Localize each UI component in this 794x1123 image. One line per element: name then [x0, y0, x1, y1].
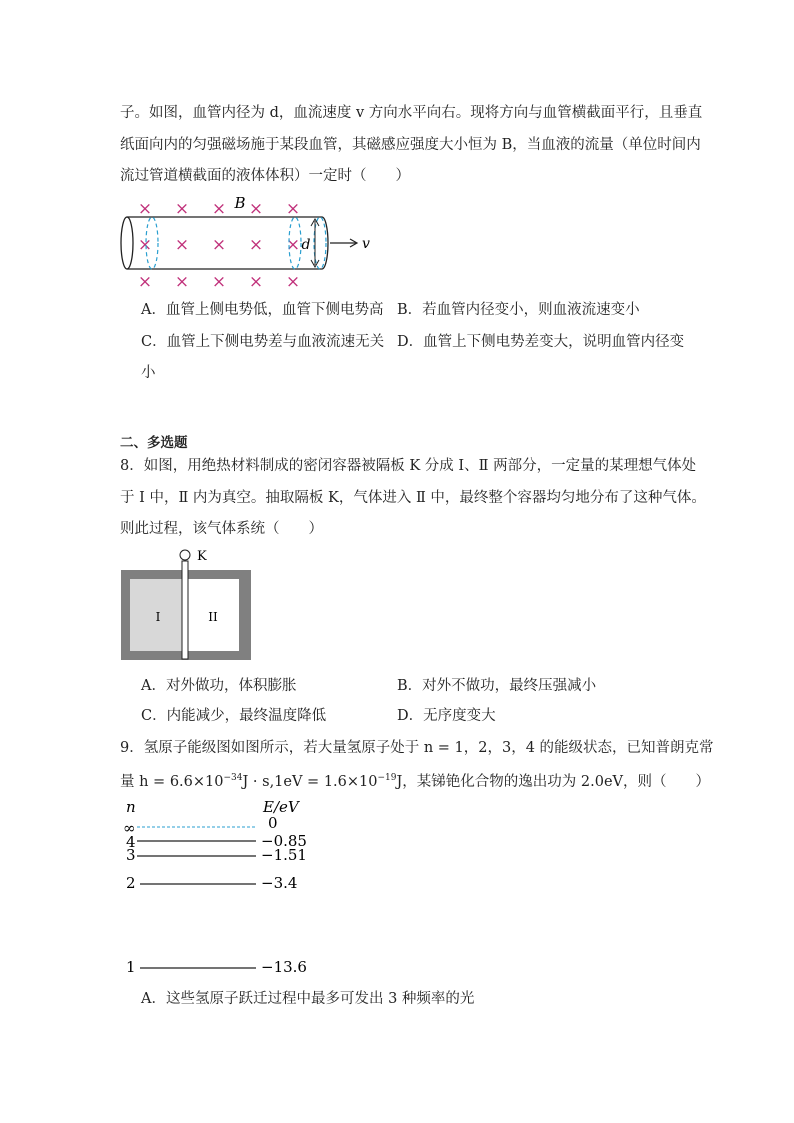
level-4-energy: −0.85: [261, 832, 307, 850]
field-cross: ×: [211, 272, 227, 292]
label-B: B: [234, 194, 246, 212]
level-2-energy: −3.4: [261, 874, 298, 892]
field-cross: ×: [174, 235, 190, 255]
q9-planck-exponent: −34: [223, 773, 243, 783]
q7-stem-line-3: 流过管道横截面的液体体积）一定时（ ）: [120, 168, 410, 184]
q7-option-d[interactable]: D．血管上下侧电势差变大，说明血管内径变: [397, 334, 685, 350]
q8-option-a[interactable]: A．对外做功，体积膨胀: [141, 678, 297, 694]
level-4-n: 4: [126, 833, 136, 851]
q8-stem-line-1: 8．如图，用绝热材料制成的密闭容器被隔板 K 分成 Ⅰ、Ⅱ 两部分，一定量的某理想气体处: [120, 458, 697, 474]
q9-stem-line-2: [120, 768, 710, 792]
q7-option-b[interactable]: B．若血管内径变小，则血液流速变小: [397, 302, 640, 318]
q9-planck-text: 量 h = 6.6×10: [120, 773, 224, 790]
field-cross: ×: [174, 199, 190, 219]
label-d: d: [301, 237, 311, 253]
section-title: 二、多选题: [120, 435, 188, 451]
label-II: II: [208, 610, 218, 624]
n-axis-label: n: [126, 798, 136, 816]
level-2-n: 2: [126, 874, 136, 892]
level-inf-n: ∞: [123, 819, 136, 837]
q9-work-function-text: J，某锑铯化合物的逸出功为 2.0eV，则（ ）: [396, 773, 711, 790]
level-3-n: 3: [126, 846, 136, 864]
level-inf-energy: 0: [268, 814, 278, 832]
q8-option-b[interactable]: B．对外不做功，最终压强减小: [397, 678, 597, 694]
q8-option-d[interactable]: D．无序度变大: [397, 708, 496, 724]
q7-stem-line-2: 纸面向内的匀强磁场施于某段血管，其磁感应强度大小恒为 B，当血液的流量（单位时间内: [120, 137, 701, 153]
q9-energy-level-diagram: [115, 796, 335, 980]
field-cross: ×: [137, 272, 153, 292]
field-cross: ×: [137, 199, 153, 219]
level-1-n: 1: [126, 958, 136, 976]
label-v: v: [362, 236, 370, 252]
field-cross: ×: [285, 235, 301, 255]
field-cross: ×: [211, 199, 227, 219]
q7-option-c[interactable]: C．血管上下侧电势差与血液流速无关: [141, 334, 385, 350]
field-cross: ×: [248, 199, 264, 219]
label-K: K: [197, 549, 207, 564]
q9-option-a[interactable]: A．这些氢原子跃迁过程中最多可发出 3 种频率的光: [141, 991, 475, 1007]
field-cross: ×: [285, 272, 301, 292]
field-cross: ×: [174, 272, 190, 292]
q7-option-a[interactable]: A．血管上侧电势低，血管下侧电势高: [141, 302, 384, 318]
field-cross: ×: [285, 199, 301, 219]
level-3-energy: −1.51: [261, 846, 307, 864]
label-I: I: [155, 610, 161, 624]
level-1-energy: −13.6: [261, 958, 307, 976]
q8-container-figure: [118, 545, 258, 665]
q9-ev-exponent: −19: [377, 773, 397, 783]
field-cross: ×: [211, 235, 227, 255]
q8-stem-line-2: 于 Ⅰ 中，Ⅱ 内为真空。抽取隔板 K，气体进入 Ⅱ 中，最终整个容器均匀地分布了这种气体。: [120, 490, 706, 506]
q7-blood-vessel-figure: [110, 192, 380, 292]
field-cross: ×: [248, 235, 264, 255]
field-cross: ×: [248, 272, 264, 292]
q8-stem-line-3: 则此过程，该气体系统（ ）: [120, 521, 323, 537]
energy-axis-label: E/eV: [263, 798, 299, 816]
q8-option-c[interactable]: C．内能减少，最终温度降低: [141, 708, 327, 724]
q7-option-d-continued: 小: [141, 365, 156, 381]
q9-ev-text: J · s,1eV = 1.6×10: [242, 773, 378, 790]
field-cross: ×: [137, 235, 153, 255]
q9-stem-line-1: 9．氢原子能级图如图所示，若大量氢原子处于 n = 1，2，3，4 的能级状态，已知普朗克常: [120, 740, 714, 756]
q7-stem-line-1: 子。如图，血管内径为 d，血流速度 v 方向水平向右。现将方向与血管横截面平行，且垂直: [120, 105, 703, 121]
